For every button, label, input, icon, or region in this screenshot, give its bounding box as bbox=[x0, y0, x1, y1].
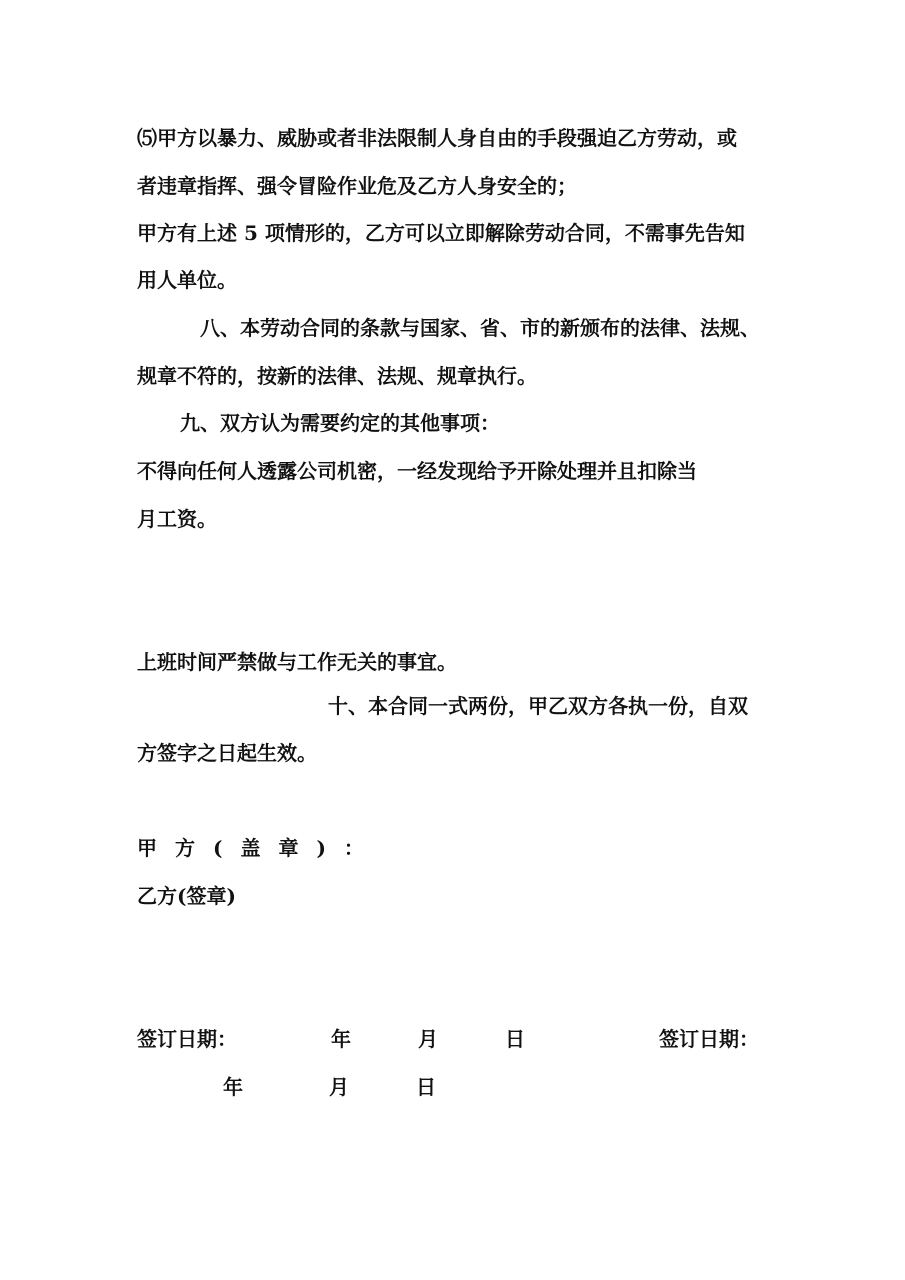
year-label-a: 年 bbox=[331, 1027, 351, 1051]
clause-8-line-2: 规章不符的，按新的法律、法规、规章执行。 bbox=[137, 364, 537, 388]
clause-9-line-3: 上班时间严禁做与工作无关的事宜。 bbox=[137, 650, 457, 674]
clause-7-summary-2: 用人单位。 bbox=[137, 268, 237, 292]
clause-8-line-1: 八、本劳动合同的条款与国家、省、市的新颁布的法律、法规、 bbox=[200, 316, 760, 340]
party-a-seal-label: 甲方(盖章)： bbox=[137, 836, 382, 860]
day-label-a: 日 bbox=[505, 1027, 525, 1051]
clause-10-line-2: 方签字之日起生效。 bbox=[137, 741, 317, 765]
clause-9-line-1: 不得向任何人透露公司机密，一经发现给予开除处理并且扣除当 bbox=[137, 459, 697, 483]
clause-10-line-1: 十、本合同一式两份，甲乙双方各执一份，自双 bbox=[328, 694, 748, 718]
clause-9-heading: 九、双方认为需要约定的其他事项： bbox=[180, 411, 500, 435]
day-label-b: 日 bbox=[416, 1075, 436, 1099]
month-label-a: 月 bbox=[418, 1027, 438, 1051]
clause-7-5-line-1: ⑸甲方以暴力、威胁或者非法限制人身自由的手段强迫乙方劳动，或 bbox=[137, 126, 737, 150]
clause-9-line-2: 月工资。 bbox=[137, 507, 217, 531]
sign-date-label-b: 签订日期： bbox=[659, 1027, 759, 1051]
year-label-b: 年 bbox=[223, 1075, 243, 1099]
clause-7-summary-1: 甲方有上述 5 项情形的，乙方可以立即解除劳动合同，不需事先告知 bbox=[137, 221, 745, 245]
month-label-b: 月 bbox=[329, 1075, 349, 1099]
clause-7-5-line-2: 者违章指挥、强令冒险作业危及乙方人身安全的； bbox=[137, 174, 577, 198]
party-b-sign-label: 乙方(签章) bbox=[137, 884, 236, 908]
sign-date-label-a: 签订日期： bbox=[137, 1027, 237, 1051]
